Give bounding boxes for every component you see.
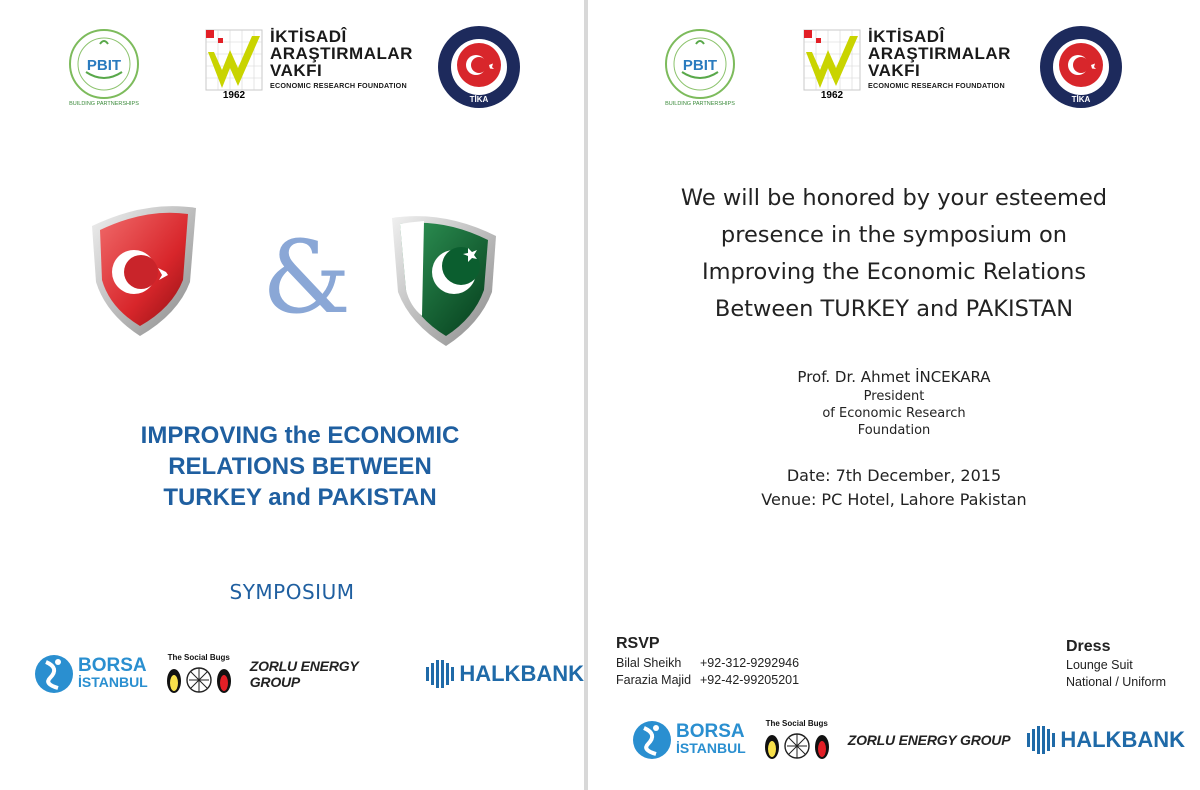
iktisadi-wordmark: İKTİSADÎ ARAŞTIRMALAR VAKFI ECONOMIC RESEARCH FOUNDATION [868,27,1011,90]
event-date: Date: 7th December, 2015 [786,466,1002,485]
borsa-istanbul-logo: BORSA İSTANBUL [34,652,148,696]
cover-page [0,0,584,790]
host-block: Prof. Dr. Ahmet İNCEKARA President of Economic Research Foundation [588,366,1200,439]
halkbank-logo: HALKBANK [1026,725,1185,755]
svg-text:TİKA: TİKA [469,95,489,104]
dress-code-block: Dress Lounge Suit National / Uniform [1066,638,1167,689]
turkey-shield-icon [88,196,200,350]
svg-text:1962: 1962 [222,90,246,100]
host-name: Prof. Dr. Ahmet İNCEKARA [797,368,991,386]
svg-text:PBIT: PBIT [682,57,718,74]
iktisadi-logo [802,28,1011,100]
invitation-page [588,0,1200,790]
iktisadi-chart-icon [204,28,264,100]
ampersand: & [262,219,352,336]
event-details [588,464,1200,512]
iktisadi-chart-icon [802,28,862,100]
header-logos [588,0,1200,140]
svg-text:PBIT: PBIT [86,57,122,74]
zorlu-energy-logo: ZORLU ENERGY GROUP [249,658,359,690]
rsvp-contact: Bilal Sheikh +92-312-9292946 [616,656,800,670]
iktisadi-logo [204,28,413,100]
penguins-icon [164,662,234,696]
rsvp-contact: Farazia Majid +92-42-99205201 [616,673,800,687]
social-bugs-logo: The Social Bugs [762,719,832,762]
social-bugs-logo: The Social Bugs [164,653,234,696]
halkbank-mark-icon [425,659,455,689]
symposium-label: SYMPOSIUM [229,580,355,604]
rsvp-block: RSVP Bilal Sheikh +92-312-9292946 Farazia Majid +92-42-99205201 [616,635,800,687]
svg-text:1962: 1962 [820,90,844,100]
pbit-logo [64,26,144,112]
svg-text:BUILDING PARTNERSHIPS: BUILDING PARTNERSHIPS [665,101,735,107]
iktisadi-wordmark: İKTİSADÎ ARAŞTIRMALAR VAKFI ECONOMIC RESEARCH FOUNDATION [270,27,413,90]
halkbank-mark-icon [1026,725,1056,755]
event-title: IMPROVING the ECONOMIC RELATIONS BETWEEN TURKEY and PAKISTAN [140,422,460,511]
zorlu-energy-logo: ZORLU ENERGY GROUP [847,732,1011,748]
penguins-icon [762,728,832,762]
tika-logo [436,24,522,114]
borsa-istanbul-logo: BORSA İSTANBUL [632,718,746,762]
svg-text:TİKA: TİKA [1071,95,1091,104]
borsa-swirl-icon [632,718,672,762]
invitation-text: We will be honored by your esteemed presence in the symposium on Improving the Economic Relations Between TURKEY and PAKISTAN [680,185,1108,322]
halkbank-logo: HALKBANK [425,659,584,689]
svg-text:BUILDING PARTNERSHIPS: BUILDING PARTNERSHIPS [69,101,139,107]
pbit-logo [660,26,740,112]
borsa-swirl-icon [34,652,74,696]
sponsor-row [632,718,1185,762]
event-venue: Venue: PC Hotel, Lahore Pakistan [761,490,1027,509]
pakistan-shield-icon [388,206,500,360]
sponsor-row [34,652,584,696]
header-logos [0,0,584,140]
tika-logo [1038,24,1124,114]
